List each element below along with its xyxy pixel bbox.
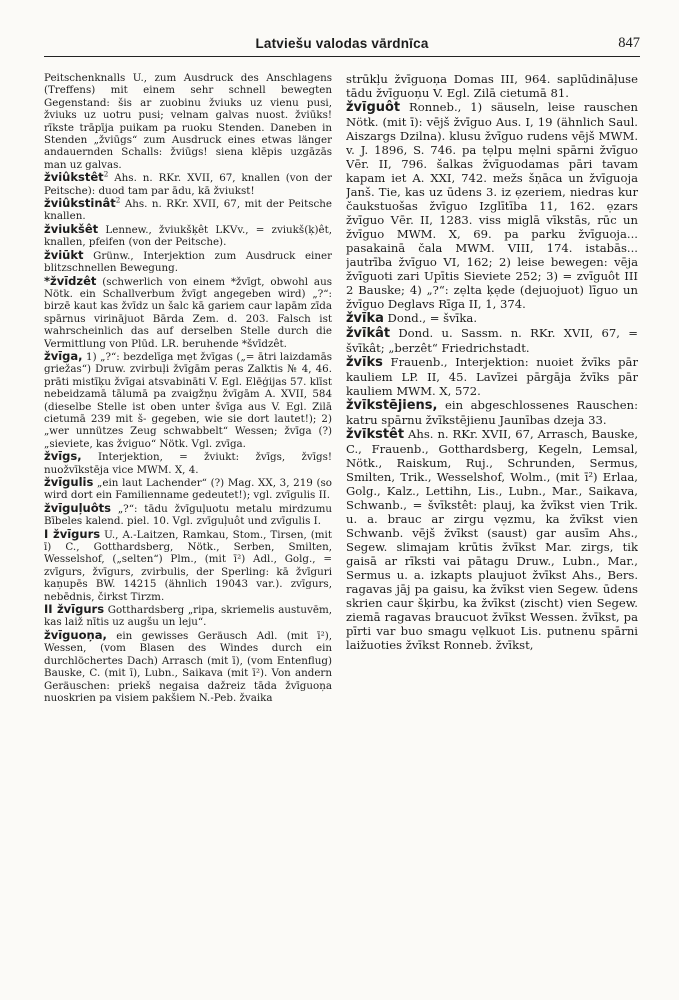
dictionary-entry <box>44 223 332 249</box>
right-column <box>346 72 638 996</box>
dictionary-entry <box>346 355 638 398</box>
headword-superscript: 2 <box>115 195 121 205</box>
entry-headword: žvīgulis <box>44 475 94 489</box>
dictionary-entry <box>346 427 638 652</box>
dictionary-entry <box>44 197 332 223</box>
entry-text: Ahs. n. RKr. XVII, 67, knallen (von der Peitsche): duod tam par ādu, kā žviukst! <box>44 172 332 197</box>
dictionary-entry <box>44 350 332 450</box>
entry-headword: žvīkstējiens, <box>346 398 438 413</box>
entry-headword: žvīkstêt <box>346 427 405 442</box>
entry-headword: žviukšêt <box>44 221 99 236</box>
entry-text: Frauenb., Interjektion: nuoiet žvīks pār kauliem LP. II, 45. Lavīzei pārgāja žvīks pār kauliem MWM. X, 572. <box>346 355 638 398</box>
dictionary-entry <box>44 629 332 704</box>
dictionary-entry <box>346 398 638 427</box>
entry-text: Ahs. n. RKr. XVII, 67, Arrasch, Bauske, C., Frauenb., Gotthardsberg, Kegeln, Lemsal, Nötk., Raiskum, Ruj., Schrunden, Sermus, Smilten, Trik., Wesselshof, Wolm., (mit ī²) Erlaa, Golg., Kalz., Lettihn, Lis., Lubn., Mar., Saikava, Schwanb., = švīkstêt: plauj, ka žvīkst vien Trik. u. a. brauc ar zirgu vẹzmu, ka žvīkst vien Schwanb. vējš žvīkst (saust) gar ausīm Ahs., Segew. slimajam krūtis žvīkst Mar. zirgs, tik gaisā ar rīksti vai pātagu Druw., Lubn., Mar., Sermus u. a. izkapts plaujuot žvīkst Ahs., Bers. ragavas jāj pa gaisu, ka žvīkst vien Segew. ūdens skrien caur šķirbu, ka žvīkst (zischt) vien Segew. ziemā ragavas braucuot žvīkst Wessen. žvīkst, pa pīrti var buo smagu vẹlkuot Lis. putnenu spārni laižuoties žvīkst Ronneb. žvīkst, <box>346 427 638 652</box>
page-header <box>44 34 640 57</box>
entry-text: Interjektion, = žviukt: žvīgs, žvīgs! nuožvīkstēja vice MWM. X, 4. <box>44 451 332 476</box>
entry-text: (schwerlich von einem *žvīgt, obwohl aus Nötk. ein Schallverbum žvīgt angegeben wird) „?“: birzē kaut kas žvīdz un šalc kā gariem caur lapām zīda spārnus virinājuot Bārda Zem. d. 203. Falsch ist wahrscheinlich das auf derselben Stelle durch die Vermittlung von Plūd. LR. beruhende *švīdzêt. <box>44 275 332 350</box>
dictionary-entry <box>44 502 332 528</box>
dictionary-entry <box>346 311 638 326</box>
entry-text: 1) „?“: bezdelīga mẹt žvīgas („= ātri laizdamās griežas“) Druw. zvirbuļi žvīgām peras Zalktis № 4, 46. prāti mistīķu žvīgai atsvabināti V. Egl. Elēģijas 57. klīst nebeidzamā tālumā pa zvaigžņu žvīgām A. XVII, 584 (dieselbe Stelle ist oben unter švīga aus V. Egl. Zilā cietumā 239 mit š- gegeben, wie sie dort lautet!); 2) „wer unnützes Zeug schwabbelt“ Wessen; žvīga (?) „sieviete, kas žviguo“ Nötk. Vgl. zvīga. <box>44 350 332 450</box>
entry-headword: žvīguoņa, <box>44 627 107 642</box>
entry-headword: I žvīgurs <box>44 526 101 541</box>
entry-text: ein abgeschlossenes Rauschen: katru spārnu žvīkstējienu Jaunības dzeja 33. <box>346 398 638 427</box>
dictionary-entry <box>346 326 638 355</box>
entry-text: Peitschenknalls U., zum Ausdruck des Anschlagens (Treffens) mit einem sehr schnell bewegten Gegenstand: šis ar zuobinu žviuks uz vienu pusi, žviuks uz uotru pusi; velnam galvas nuost. žviūks! rīkste trāpīja puikam pa ruoku Stenden. Daneben in Stenden „žviūgs“ zum Ausdruck eines etwas länger andauernden Schalls: žviūgs! siena klēpis uzgāzās man uz galvas. <box>44 72 332 171</box>
entry-headword: žvīgs, <box>44 449 82 464</box>
page-number: 847 <box>618 35 640 51</box>
entry-text: ein gewisses Geräusch Adl. (mit ī²), Wessen, (vom Blasen des Windes durch ein durchlöchertes Dach) Arrasch (mit ī), (vom Entenflug) Bauske, C. (mit ī), Lubn., Saikava (mit ī²). Von andern Geräuschen: priekš negaisa dažreiz tāda žvīguoņa nuoskrien pa visiem pakšiem N.-Peb. žvaika <box>44 629 332 704</box>
entry-text: Grünw., Interjektion zum Ausdruck einer blitzschnellen Bewegung. <box>44 249 332 275</box>
entry-headword: žvīga, <box>44 348 83 363</box>
entry-headword: žvīka <box>346 311 384 326</box>
entry-text: Lennew., žviukšķêt LKVv., = zviukš(ķ)êt, knallen, pfeifen (von der Peitsche). <box>44 223 332 249</box>
dictionary-entry <box>44 171 332 197</box>
running-title: Latviešu valodas vārdnīca <box>255 36 429 51</box>
entry-headword: žvīkât <box>346 326 391 341</box>
dictionary-entry <box>346 100 638 311</box>
entry-text: Ahs. n. RKr. XVII, 67, mit der Peitsche knallen. <box>44 198 332 223</box>
entry-headword: žviûkstêt <box>44 170 104 185</box>
dictionary-entry <box>346 72 638 100</box>
headword-superscript: 2 <box>103 169 109 179</box>
left-column <box>44 72 332 996</box>
dictionary-entry <box>44 275 332 350</box>
entry-headword: žvīks <box>346 355 383 370</box>
dictionary-entry <box>44 476 332 502</box>
entry-headword: žvīguôt <box>346 100 401 115</box>
entry-text: „ein laut Lachender“ (?) Mag. XX, 3, 219 (so wird dort ein Familienname gedeutet!); vgl. zvīgulis II. <box>44 477 332 502</box>
entry-text: Dond., = švīka. <box>383 311 478 325</box>
entry-headword: žviūkt <box>44 247 84 262</box>
entry-text: „?“: tādu žvīguļuotu metalu mirdzumu Bībeles kalend. piel. 10. Vgl. zvīguļuôt und zvīgulis I. <box>44 502 332 528</box>
entry-text: Gotthardsberg „ripa, skriemelis austuvēm, kas laiž nītis uz augšu un leju“. <box>44 604 332 629</box>
dictionary-entry <box>44 603 332 629</box>
entry-headword: *žvīdzêt <box>44 273 97 288</box>
entry-headword: žvīguļuôts <box>44 500 112 515</box>
dictionary-entry <box>44 249 332 275</box>
dictionary-entry <box>44 528 332 603</box>
dictionary-entry <box>44 450 332 476</box>
entry-text: U., A.-Laitzen, Ramkau, Stom., Tirsen, (mit ī) C., Gotthardsberg, Nötk., Serben, Smilten, Wesselshof, („selten“) Plm., (mit ī²) Adl., Golg., = zvīgurs, žvīgurs, zvirbulis, der Sperling: kā žvīguri kaņupēs BW. 14215 (ähnlich 19043 var.). zvīgurs, nebēdnis, čirkst Tirzm. <box>44 528 332 603</box>
entry-text: Ronneb., 1) säuseln, leise rauschen Nötk. (mit ī): vējš žvīguo Aus. I, 19 (ähnlich Saul. Aiszargs Dzilna). klusu žvīguo rudens vējš MWM. v. J. 1896, S. 746. pa tẹlpu mẹlni spārni žvīguo Vēr. II, 796. šalkas žvīguodamas pāri tavam kapam iet A. XXI, 742. mežs šņāca un žvīguoja Janš. Tie, kas uz ūdens 3. iz ẹzeriem, niedras kur čaukstuošas žvīguo Izglītība 11, 162. ẹzars žvīguo Vēr. II, 1283. viss miglā vīkstās, rūc un žvīguo MWM. X, 69. pa parku žvīguoja... pasakainā čala MWM. VIII, 174. istabās... jautrība žvīguo VI, 162; 2) leise bewegen: vēja žvīguoti zari Upītis Sieviete 252; 3) = zvīguôt III 2 Bauske; 4) „?“: zẹlta ķẹde (dejuojuot) līguo un žvīguo Deglavs Rīga II, 1, 374. <box>346 100 638 311</box>
entry-text: strūkļu žvīguoņa Domas III, 964. saplūdināļuse tādu žvīguoņu V. Egl. Zilā cietumā 81. <box>346 72 638 100</box>
dictionary-entry <box>44 72 332 171</box>
entry-headword: žviûkstinât <box>44 196 116 211</box>
entry-text: Dond. u. Sassm. n. RKr. XVII, 67, = švīkât; „berzêt“ Friedrichstadt. <box>346 326 638 355</box>
entry-headword: II žvīgurs <box>44 602 105 617</box>
